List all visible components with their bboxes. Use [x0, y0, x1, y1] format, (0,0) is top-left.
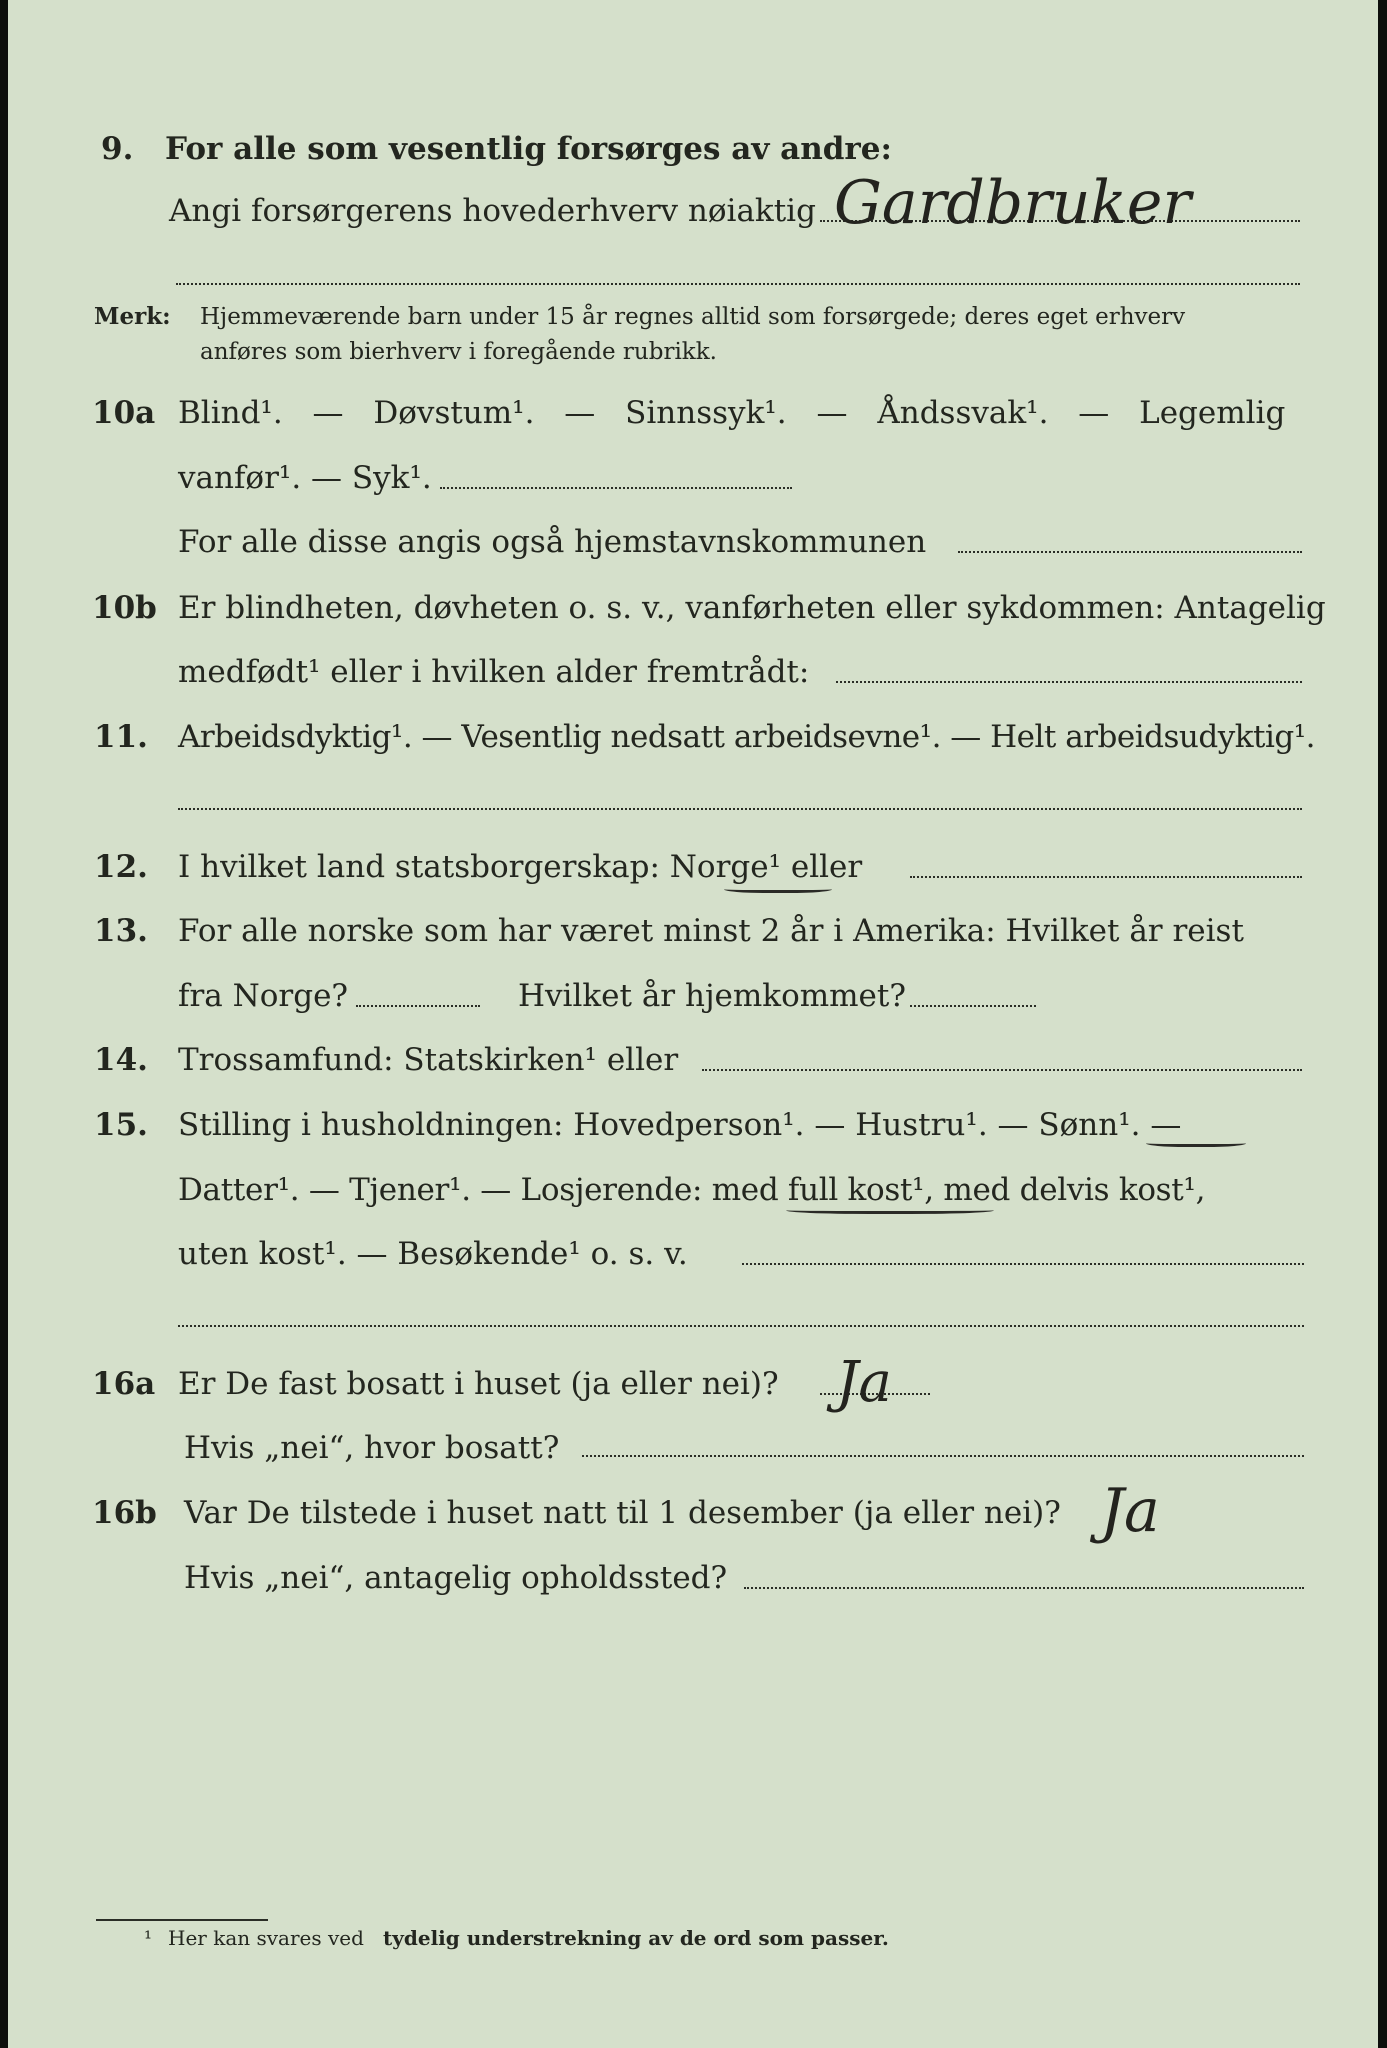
- item-9-number: 9.: [101, 131, 134, 167]
- note-label: Merk:: [94, 303, 171, 330]
- answer-line: [176, 283, 1300, 285]
- answer-line: [836, 681, 1302, 683]
- answer-line: [356, 1005, 480, 1007]
- item-10a-line1: Blind¹. — Døvstum¹. — Sinnssyk¹. — Åndssvak¹. — Legemlig: [178, 395, 1286, 431]
- item-10a-line3: For alle disse angis også hjemstavnskommunen: [178, 524, 927, 560]
- item-15-line3: uten kost¹. — Besøkende¹ o. s. v.: [178, 1236, 688, 1272]
- item-14-number: 14.: [94, 1042, 148, 1078]
- answer-line: [702, 1069, 1302, 1071]
- census-form-page: [8, 0, 1378, 2048]
- item-15-line2: Datter¹. — Tjener¹. — Losjerende: med full kost¹, med delvis kost¹,: [178, 1172, 1206, 1208]
- underline-mark-sonn: [1146, 1138, 1246, 1147]
- answer-line: [178, 808, 1302, 810]
- item-11-line1: Arbeidsdyktig¹. — Vesentlig nedsatt arbeidsevne¹. — Helt arbeidsudyktig¹.: [178, 719, 1316, 755]
- item-16a-line1: Er De fast bosatt i huset (ja eller nei)?: [178, 1366, 779, 1402]
- underline-mark-full-kost: [786, 1205, 994, 1214]
- item-10a-line2: vanfør¹. — Syk¹.: [178, 460, 432, 496]
- item-12-number: 12.: [94, 849, 148, 885]
- answer-line: [440, 487, 792, 489]
- item-9-prompt: Angi forsørgerens hovederhverv nøiaktig: [169, 193, 816, 229]
- answer-line: [910, 876, 1302, 878]
- handwritten-answer-16b[interactable]: Ja: [1100, 1476, 1160, 1546]
- note-text-line1: Hjemmeværende barn under 15 år regnes alltid som forsørgede; deres eget erhverv: [200, 304, 1186, 330]
- answer-line: [910, 1005, 1036, 1007]
- answer-line: [744, 1587, 1304, 1589]
- item-16b-line1: Var De tilstede i huset natt til 1 desember (ja eller nei)?: [184, 1495, 1061, 1531]
- answer-line: [178, 1325, 1304, 1327]
- footnote-text-a: Her kan svares ved: [168, 1926, 364, 1950]
- item-13-number: 13.: [94, 913, 148, 949]
- item-14-line1: Trossamfund: Statskirken¹ eller: [178, 1042, 679, 1078]
- footnote-text-b: tydelig understrekning av de ord som passer.: [383, 1926, 889, 1950]
- item-13-line2b: Hvilket år hjemkommet?: [518, 978, 906, 1014]
- handwritten-answer-9[interactable]: Gardbruker: [834, 168, 1192, 238]
- underline-mark-norge: [724, 884, 832, 893]
- item-13-line2a: fra Norge?: [178, 978, 349, 1014]
- footnote-marker: ¹: [144, 1926, 153, 1950]
- item-15-number: 15.: [94, 1107, 148, 1143]
- answer-line: [582, 1455, 1304, 1457]
- item-16b-line2: Hvis „nei“, antagelig opholdssted?: [184, 1560, 728, 1596]
- item-16a-number: 16a: [92, 1366, 156, 1402]
- item-10b-line2: medfødt¹ eller i hvilken alder fremtrådt:: [178, 654, 810, 690]
- item-15-line1: Stilling i husholdningen: Hovedperson¹. — Hustru¹. — Sønn¹. —: [178, 1107, 1182, 1143]
- answer-line: [742, 1263, 1304, 1265]
- answer-line: [958, 551, 1302, 553]
- item-12-line1: I hvilket land statsborgerskap: Norge¹ eller: [178, 849, 863, 885]
- footnote-rule: [96, 1919, 268, 1921]
- item-13-line1: For alle norske som har været minst 2 år i Amerika: Hvilket år reist: [178, 913, 1244, 949]
- item-10b-line1: Er blindheten, døvheten o. s. v., vanførheten eller sykdommen: Antagelig: [178, 590, 1326, 626]
- note-text-line2: anføres som bierhverv i foregående rubrikk.: [200, 339, 717, 365]
- item-10a-number: 10a: [92, 395, 156, 431]
- item-9-heading: For alle som vesentlig forsørges av andre:: [165, 131, 892, 167]
- item-11-number: 11.: [94, 719, 148, 755]
- item-16a-line2: Hvis „nei“, hvor bosatt?: [184, 1430, 560, 1466]
- item-16b-number: 16b: [92, 1495, 157, 1531]
- item-10b-number: 10b: [92, 590, 157, 626]
- handwritten-answer-16a[interactable]: Ja: [836, 1350, 892, 1415]
